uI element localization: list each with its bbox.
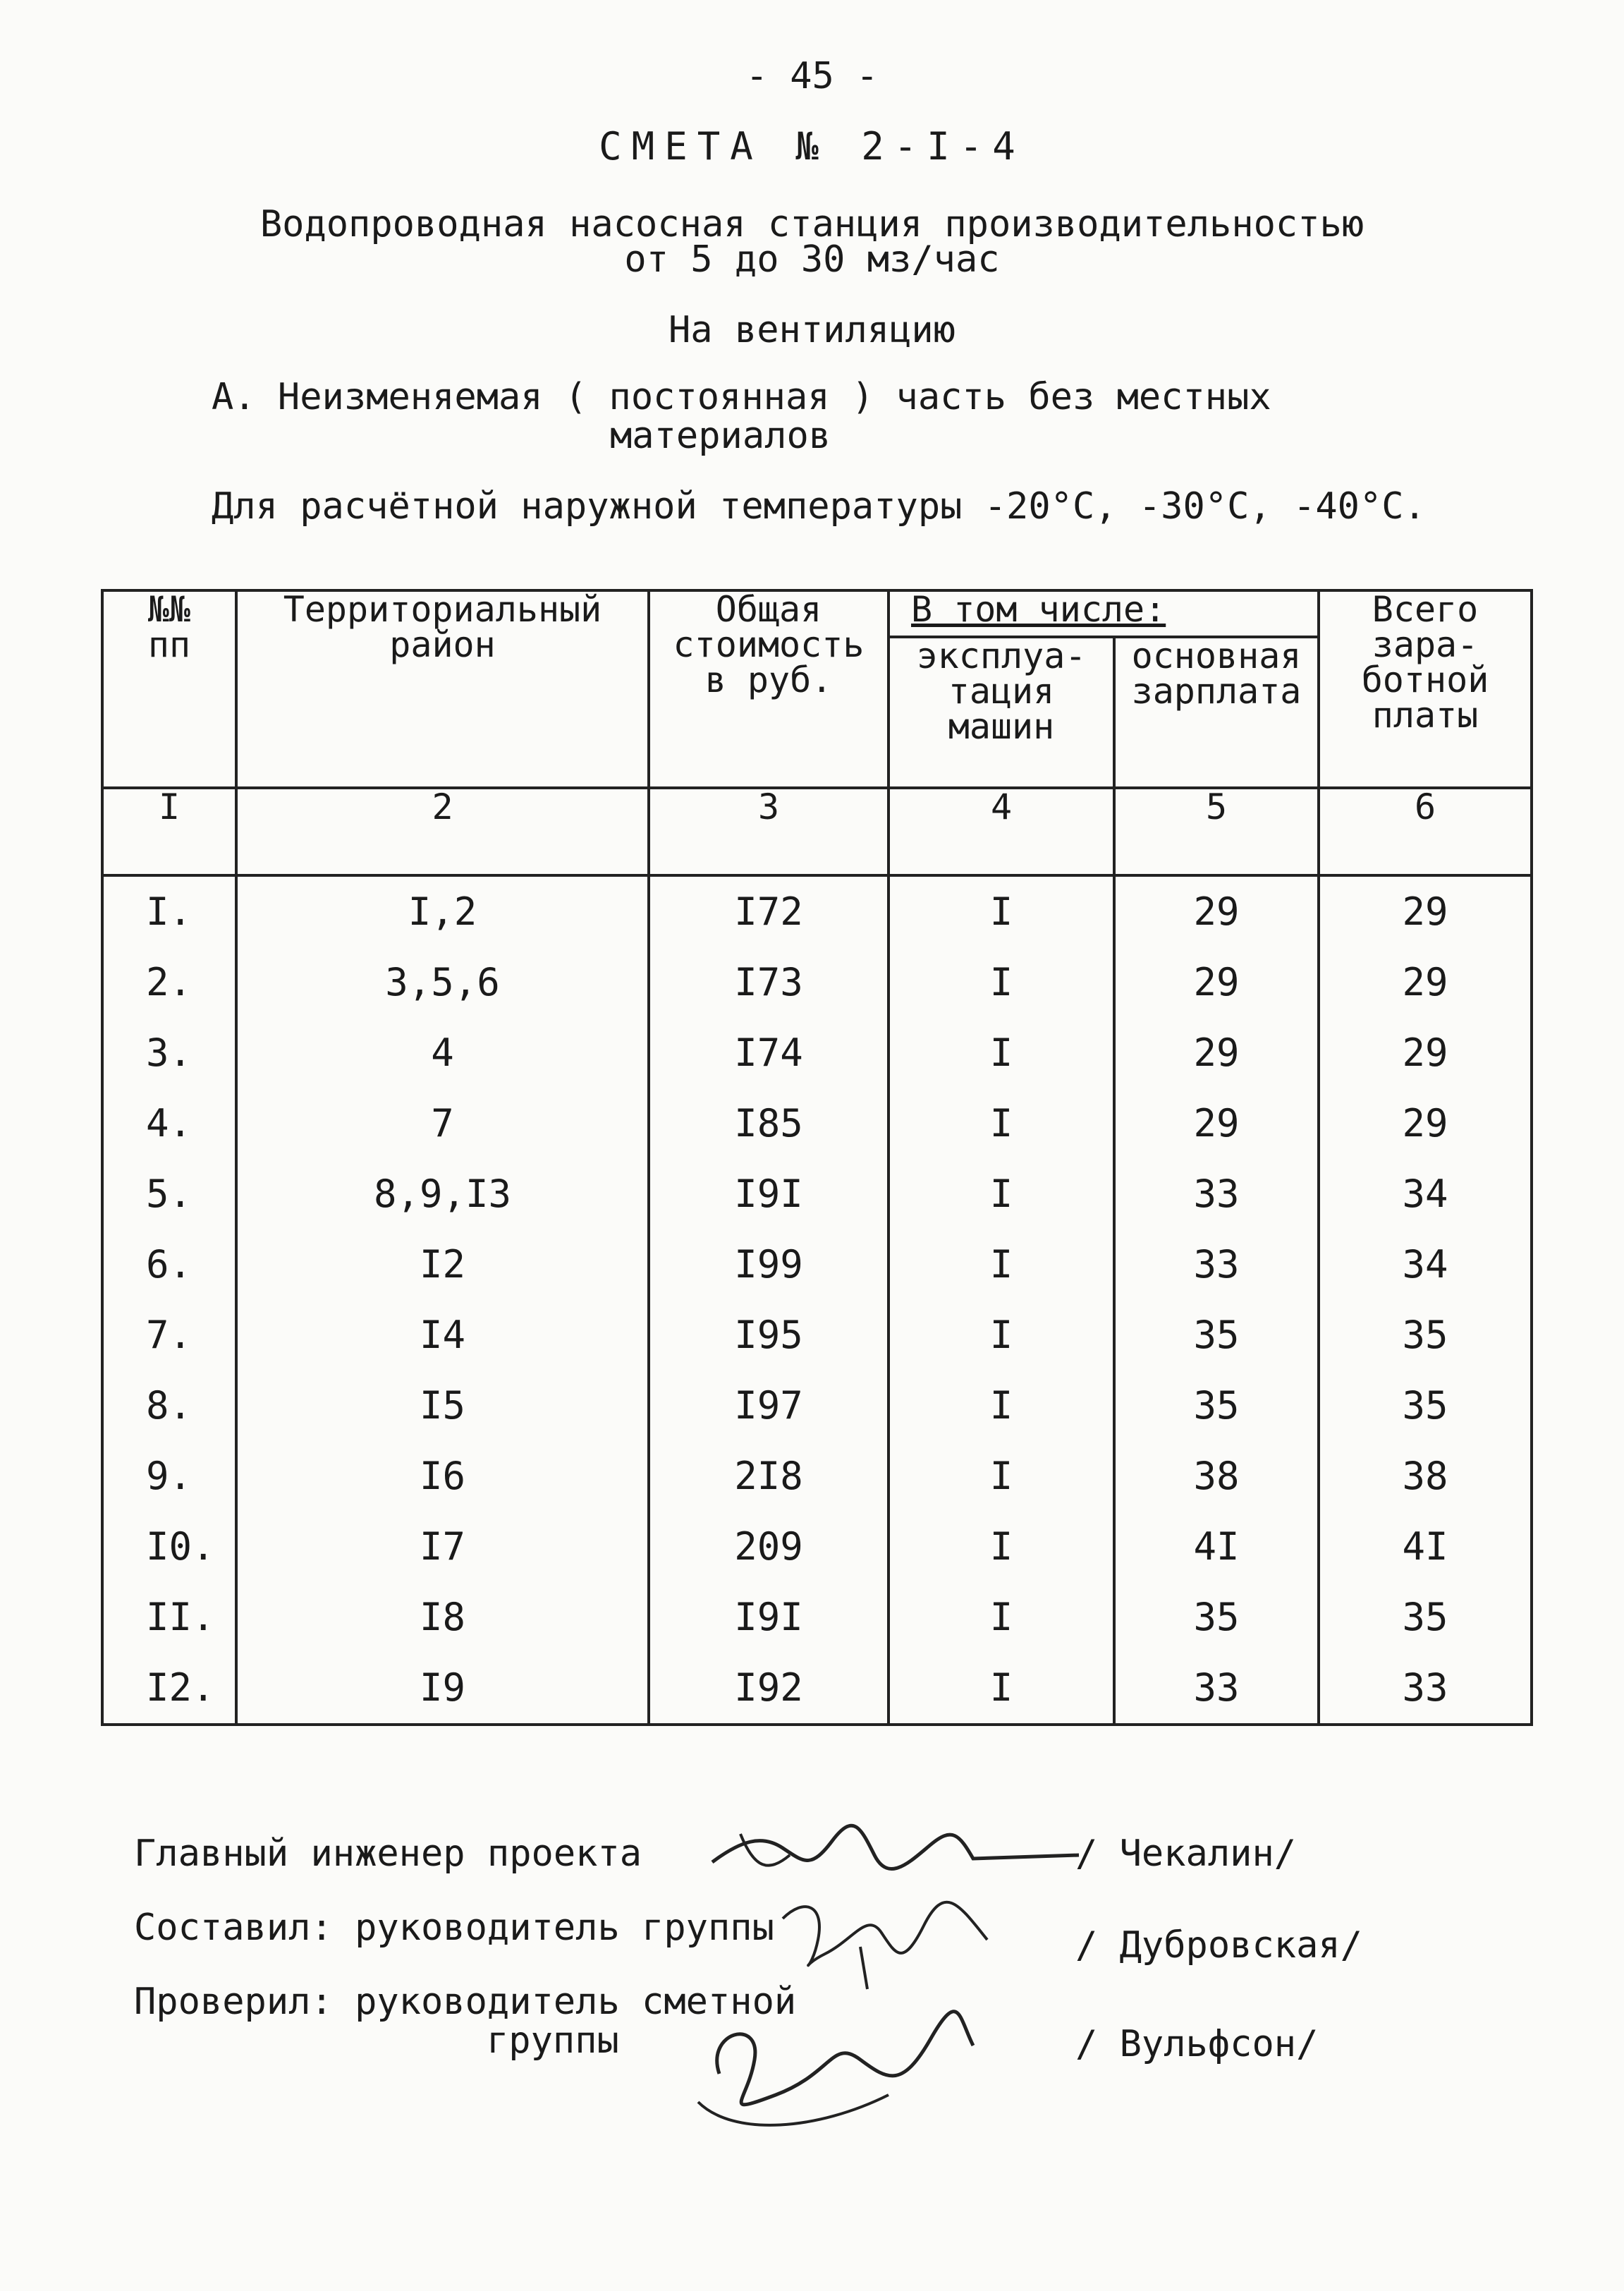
temperature-note: Для расчётной наружной температуры -20°С, -30°С, -40°С. bbox=[212, 485, 1426, 528]
table-row bbox=[102, 1371, 1532, 1441]
row-number-cell: 5. bbox=[102, 1159, 236, 1229]
total-cost-cell: I85 bbox=[649, 1088, 889, 1159]
table-row bbox=[102, 1088, 1532, 1159]
table-header-row bbox=[102, 590, 1532, 637]
total-salary-cell: 35 bbox=[1319, 1300, 1532, 1371]
total-cost-cell: I97 bbox=[649, 1371, 889, 1441]
table-body bbox=[102, 875, 1532, 1725]
compiler-name: / Дубровская/ bbox=[1075, 1924, 1362, 1967]
table-row bbox=[102, 1582, 1532, 1653]
row-number-cell: 4. bbox=[102, 1088, 236, 1159]
table-row bbox=[102, 1653, 1532, 1725]
row-number-cell: 9. bbox=[102, 1441, 236, 1512]
checked-by-label-line-1: Проверил: руководитель сметной bbox=[134, 1981, 797, 2023]
checker-name: / Вульфсон/ bbox=[1075, 2023, 1319, 2065]
total-salary-cell: 34 bbox=[1319, 1229, 1532, 1300]
total-salary-cell: 4I bbox=[1319, 1512, 1532, 1582]
cost-table bbox=[101, 589, 1533, 1726]
column-number: 5 bbox=[1114, 788, 1319, 875]
salary-cell: 29 bbox=[1114, 947, 1319, 1018]
table-row bbox=[102, 875, 1532, 947]
column-number: I bbox=[102, 788, 236, 875]
chief-engineer-label: Главный инженер проекта bbox=[134, 1833, 642, 1875]
table-row bbox=[102, 1018, 1532, 1088]
district-cell: I4 bbox=[236, 1300, 649, 1371]
header-salary: основная зарплата bbox=[1114, 637, 1319, 788]
total-cost-cell: I74 bbox=[649, 1018, 889, 1088]
machines-cell: I bbox=[889, 1229, 1114, 1300]
salary-cell: 35 bbox=[1114, 1300, 1319, 1371]
total-cost-cell: I9I bbox=[649, 1159, 889, 1229]
district-cell: I6 bbox=[236, 1441, 649, 1512]
header-total-salary: Всего зара- ботной платы bbox=[1319, 590, 1532, 788]
table-row bbox=[102, 1300, 1532, 1371]
machines-cell: I bbox=[889, 1018, 1114, 1088]
column-number-row bbox=[102, 788, 1532, 875]
total-cost-cell: I92 bbox=[649, 1653, 889, 1725]
district-cell: 8,9,I3 bbox=[236, 1159, 649, 1229]
total-salary-cell: 29 bbox=[1319, 875, 1532, 947]
salary-cell: 33 bbox=[1114, 1159, 1319, 1229]
district-cell: I,2 bbox=[236, 875, 649, 947]
chief-engineer-name: / Чекалин/ bbox=[1075, 1833, 1297, 1875]
table-row bbox=[102, 947, 1532, 1018]
total-salary-cell: 35 bbox=[1319, 1371, 1532, 1441]
document-title: СМЕТА № 2-I-4 bbox=[599, 124, 1025, 169]
page-number: - 45 - bbox=[745, 55, 879, 97]
column-number: 2 bbox=[236, 788, 649, 875]
column-number: 4 bbox=[889, 788, 1114, 875]
total-cost-cell: I73 bbox=[649, 947, 889, 1018]
machines-cell: I bbox=[889, 1653, 1114, 1725]
header-no: №№ пп bbox=[102, 590, 236, 788]
district-cell: I2 bbox=[236, 1229, 649, 1300]
salary-cell: 38 bbox=[1114, 1441, 1319, 1512]
row-number-cell: 2. bbox=[102, 947, 236, 1018]
total-salary-cell: 29 bbox=[1319, 947, 1532, 1018]
subtitle-line-1: Водопроводная насосная станция производительностью bbox=[260, 203, 1364, 245]
salary-cell: 29 bbox=[1114, 1018, 1319, 1088]
salary-cell: 35 bbox=[1114, 1371, 1319, 1441]
machines-cell: I bbox=[889, 1300, 1114, 1371]
part-heading-line-2: материалов bbox=[610, 415, 831, 457]
table-row bbox=[102, 1159, 1532, 1229]
row-number-cell: 6. bbox=[102, 1229, 236, 1300]
part-heading-line-1: А. Неизменяемая ( постоянная ) часть без местных bbox=[212, 376, 1271, 418]
total-salary-cell: 29 bbox=[1319, 1088, 1532, 1159]
total-salary-cell: 38 bbox=[1319, 1441, 1532, 1512]
row-number-cell: I. bbox=[102, 875, 236, 947]
subtitle-line-2: от 5 до 30 мз/час bbox=[624, 238, 1000, 281]
table-row bbox=[102, 1229, 1532, 1300]
header-district: Территориальный район bbox=[236, 590, 649, 788]
machines-cell: I bbox=[889, 1441, 1114, 1512]
row-number-cell: II. bbox=[102, 1582, 236, 1653]
total-cost-cell: I9I bbox=[649, 1582, 889, 1653]
row-number-cell: I2. bbox=[102, 1653, 236, 1725]
total-cost-cell: I72 bbox=[649, 875, 889, 947]
checked-by-label-line-2: группы bbox=[487, 2019, 619, 2062]
salary-cell: 33 bbox=[1114, 1653, 1319, 1725]
row-number-cell: 3. bbox=[102, 1018, 236, 1088]
machines-cell: I bbox=[889, 1582, 1114, 1653]
total-cost-cell: I95 bbox=[649, 1300, 889, 1371]
salary-cell: 4I bbox=[1114, 1512, 1319, 1582]
district-cell: 7 bbox=[236, 1088, 649, 1159]
total-salary-cell: 33 bbox=[1319, 1653, 1532, 1725]
salary-cell: 29 bbox=[1114, 875, 1319, 947]
table-row bbox=[102, 1441, 1532, 1512]
total-cost-cell: I99 bbox=[649, 1229, 889, 1300]
total-salary-cell: 35 bbox=[1319, 1582, 1532, 1653]
machines-cell: I bbox=[889, 1512, 1114, 1582]
salary-cell: 35 bbox=[1114, 1582, 1319, 1653]
header-machines: эксплуа- тация машин bbox=[889, 637, 1114, 788]
salary-cell: 33 bbox=[1114, 1229, 1319, 1300]
district-cell: I5 bbox=[236, 1371, 649, 1441]
row-number-cell: 8. bbox=[102, 1371, 236, 1441]
machines-cell: I bbox=[889, 1088, 1114, 1159]
column-number: 3 bbox=[649, 788, 889, 875]
section-heading: На вентиляцию bbox=[668, 309, 956, 351]
machines-cell: I bbox=[889, 947, 1114, 1018]
total-cost-cell: 2I8 bbox=[649, 1441, 889, 1512]
header-group: В том числе: bbox=[889, 590, 1319, 637]
signature-checker bbox=[677, 1975, 987, 2144]
column-number: 6 bbox=[1319, 788, 1532, 875]
row-number-cell: I0. bbox=[102, 1512, 236, 1582]
district-cell: I9 bbox=[236, 1653, 649, 1725]
machines-cell: I bbox=[889, 875, 1114, 947]
district-cell: I8 bbox=[236, 1582, 649, 1653]
district-cell: 3,5,6 bbox=[236, 947, 649, 1018]
header-total-cost: Общая стоимость в руб. bbox=[649, 590, 889, 788]
total-salary-cell: 34 bbox=[1319, 1159, 1532, 1229]
district-cell: I7 bbox=[236, 1512, 649, 1582]
salary-cell: 29 bbox=[1114, 1088, 1319, 1159]
machines-cell: I bbox=[889, 1371, 1114, 1441]
compiled-by-label: Составил: руководитель группы bbox=[134, 1907, 774, 1949]
total-salary-cell: 29 bbox=[1319, 1018, 1532, 1088]
total-cost-cell: 209 bbox=[649, 1512, 889, 1582]
district-cell: 4 bbox=[236, 1018, 649, 1088]
machines-cell: I bbox=[889, 1159, 1114, 1229]
row-number-cell: 7. bbox=[102, 1300, 236, 1371]
table-row bbox=[102, 1512, 1532, 1582]
